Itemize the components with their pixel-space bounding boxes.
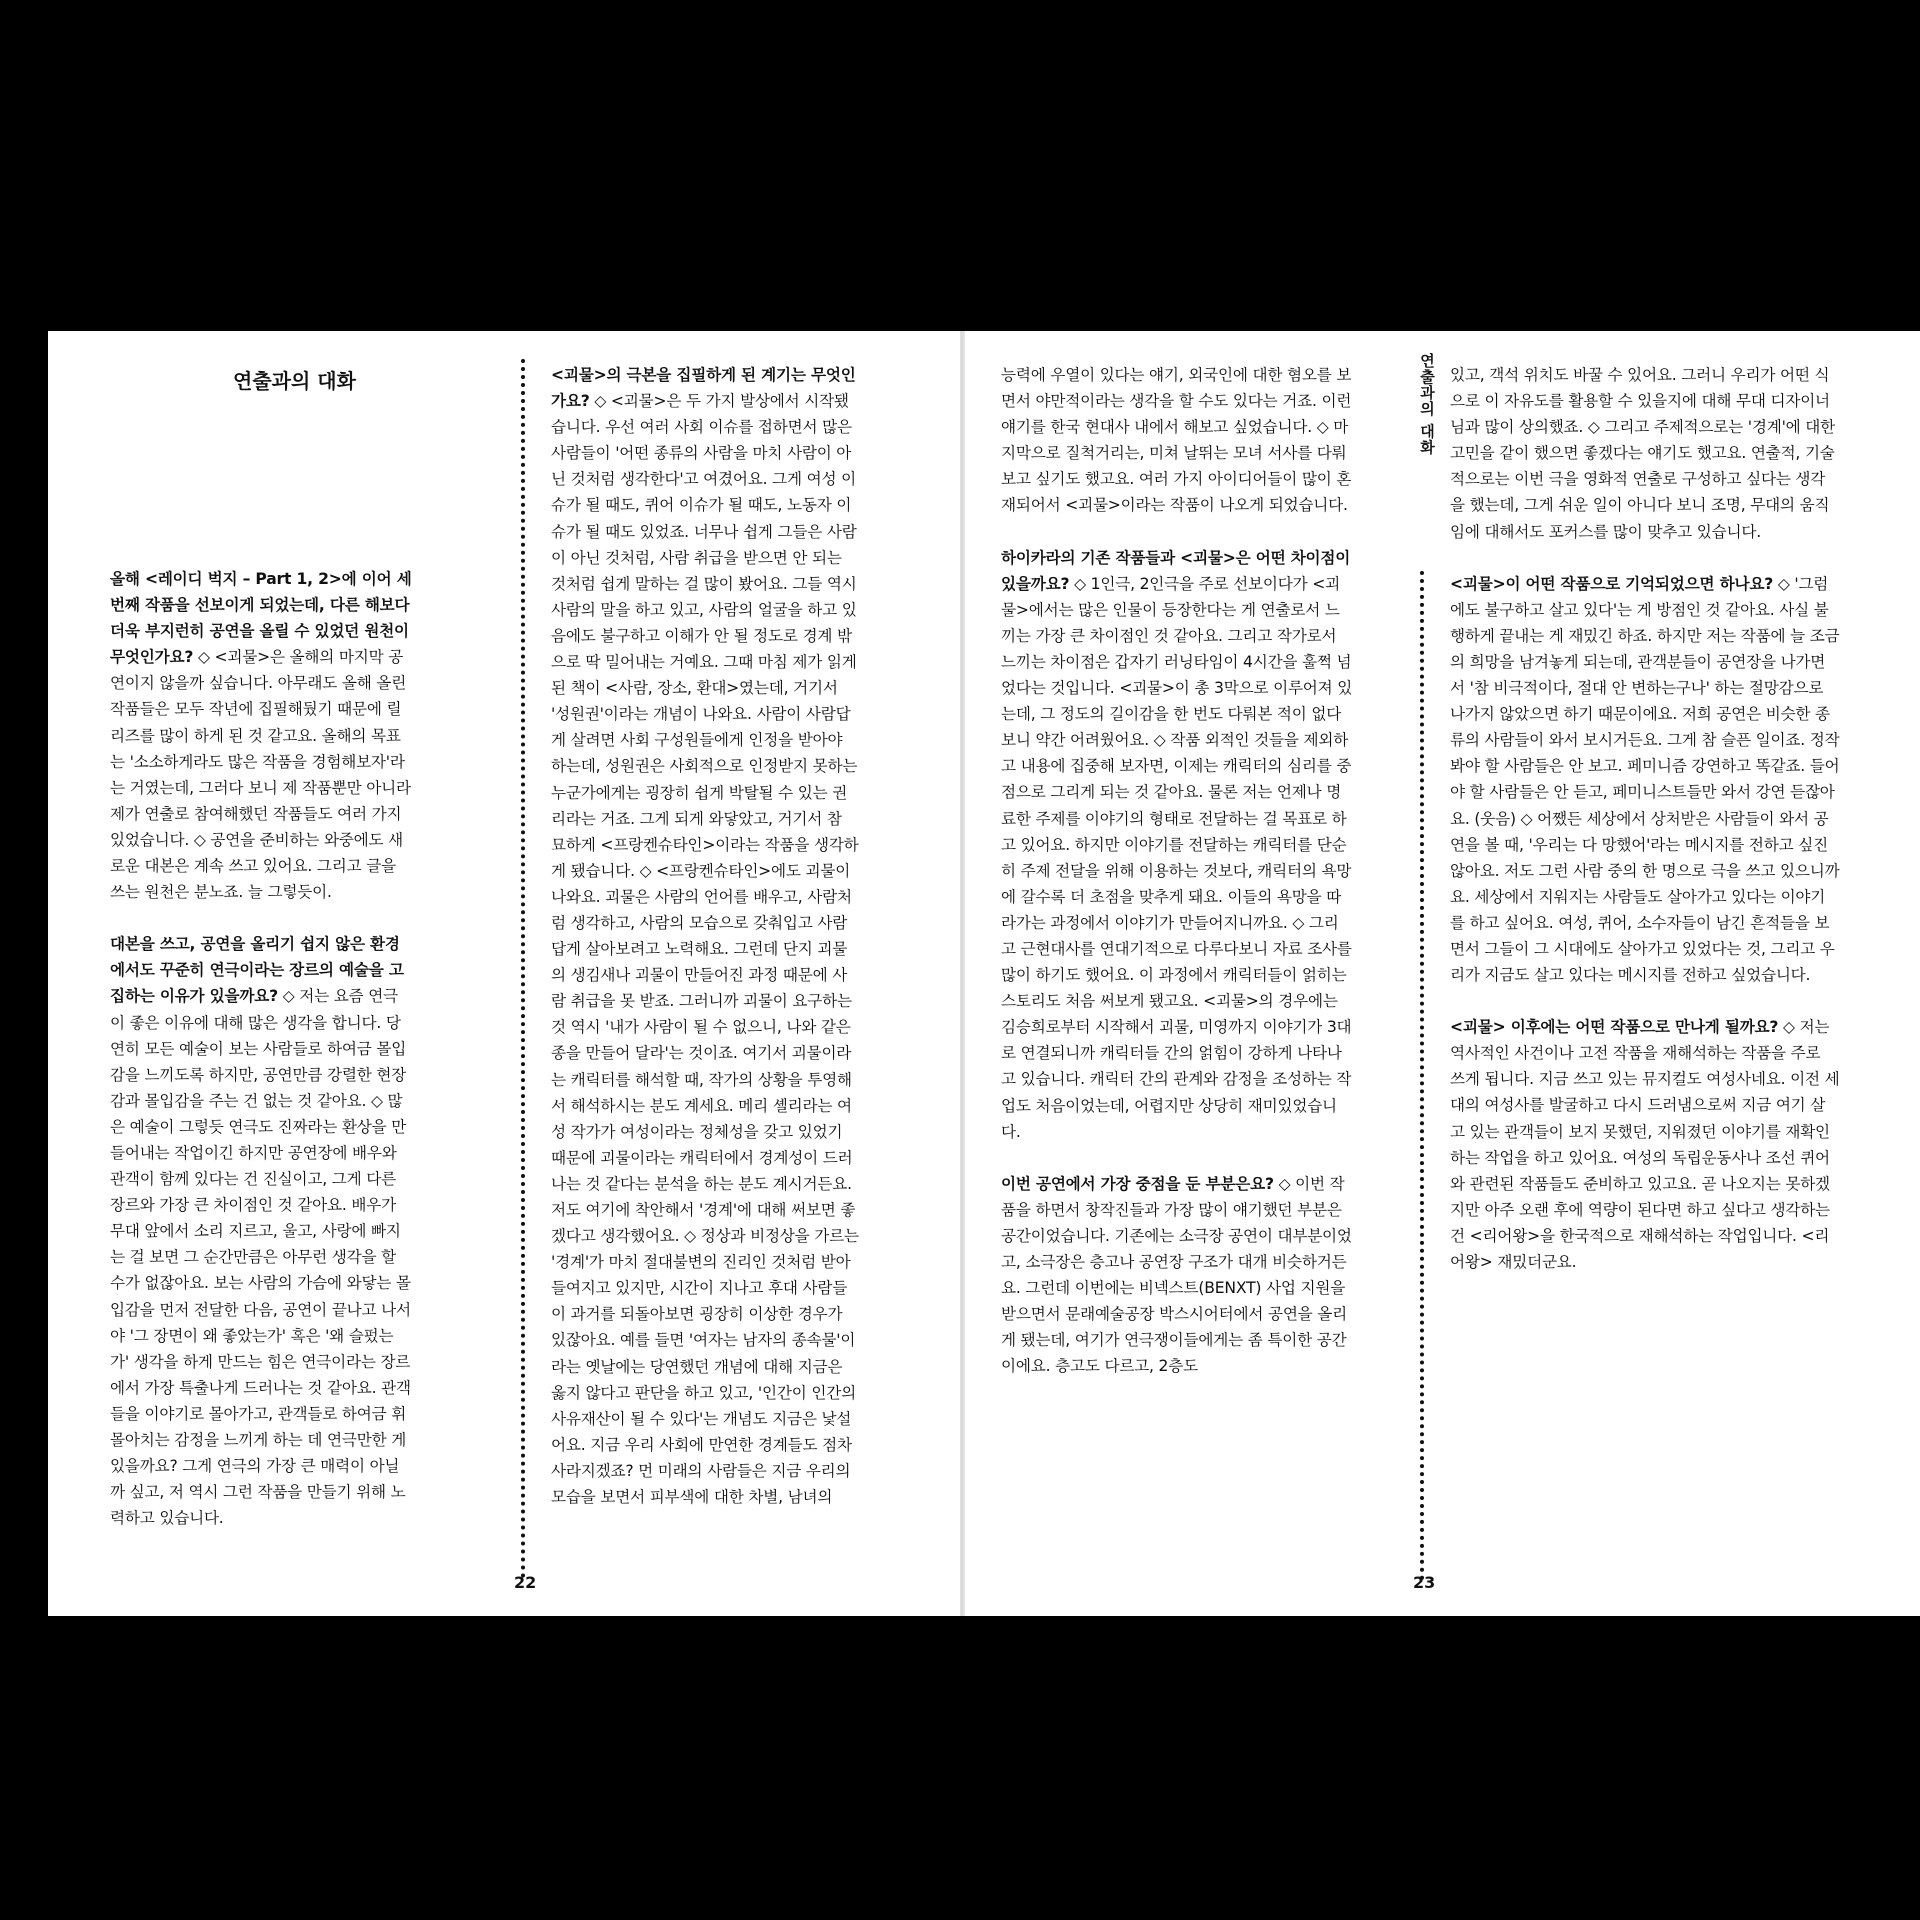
qa-block — [551, 362, 861, 1510]
article-title: 연출과의 대화 — [233, 369, 356, 393]
qa-block — [1450, 571, 1840, 989]
right-column-1 — [1001, 362, 1353, 1405]
running-head-vertical: 연출과의 대화 — [1418, 353, 1436, 456]
question: 하이카라의 기존 작품들과 <괴물>은 어떤 차이점이 있을까요? — [1001, 548, 1351, 593]
right-page — [965, 331, 1920, 1616]
answer: ◇ '그럼에도 불구하고 살고 있다'는 게 방점인 것 같아요. 사실 불행하게 끝내는 게 재밌긴 하죠. 하지만 저는 작품에 늘 조금의 희망을 남겨놓게 되는데, 관객분들이 공연장을 나가면서 '참 비극적이다, 절대 안 변하는구나' 하는 절망감으로 나가지 않았으면 하기 때문이에요. 저희 공연은 비슷한 종류의 사람들이 와서 보시거든요. 그게 참 슬픈 일이죠. 정작 봐야 할 사람들은 안 보고. 페미니즘 강연하고 똑같죠. 들어야 할 사람들은 안 듣고, 페미니스트들만 와서 강연 듣잖아요. (웃음) ◇ 어쨌든 세상에서 상처받은 사람들이 와서 공연을 볼 때, '우리는 다 망했어'라는 메시지를 전하고 싶진 않아요. 저도 그런 사람 중의 한 명으로 극을 쓰고 있으니까요. 세상에서 지워지는 사람들도 살아가고 있다는 이야기를 하고 싶어요. 여성, 퀴어, 소수자들이 남긴 흔적들을 보면서 그들이 그 시대에도 살아가고 있었다는 것, 그리고 우리가 지금도 살고 있다는 메시지를 전하고 싶었습니다. — [1450, 574, 1840, 985]
answer: ◇ 이번 작품을 하면서 창작진들과 가장 많이 얘기했던 부분은 공간이었습니다. 기존에는 소극장 공연이 대부분이었고, 소극장은 층고나 공연장 구조가 대개 비슷하거든요. 그런데 이번에는 비넥스트(BENXT) 사업 지원을 받으면서 문래예술공장 박스시어터에서 공연을 올리게 됐는데, 여기가 연극쟁이들에게는 좀 특이한 공간이에요. 층고도 다르고, 2층도 — [1001, 1174, 1352, 1376]
question: <괴물>이 어떤 작품으로 기억되었으면 하나요? — [1450, 574, 1774, 593]
left-page — [48, 331, 960, 1616]
right-column-2 — [1450, 362, 1840, 1301]
column-divider — [1420, 571, 1424, 1581]
answer-continued: 능력에 우열이 있다는 얘기, 외국인에 대한 혐오를 보면서 야만적이라는 생각을 할 수도 있다는 거죠. 이런 얘기를 한국 현대사 내에서 해보고 싶었습니다. ◇ 마지막으로 질척거리는, 미쳐 날뛰는 모녀 서사를 다뤄 보고 싶기도 했고요. 여러 가지 아이디어들이 많이 혼재되어서 <괴물>이라는 작품이 나오게 되었습니다. — [1001, 366, 1352, 515]
answer: ◇ 저는 역사적인 사건이나 고전 작품을 재해석하는 작품을 주로 쓰게 됩니다. 지금 쓰고 있는 뮤지컬도 여성사네요. 이전 세대의 여성사를 발굴하고 다시 드러냄으로써 지금 여기 살고 있는 관객들이 보지 못했던, 지워졌던 이야기를 재확인하는 작업을 하고 있어요. 여성의 독립운동사나 조선 퀴어와 관련된 작품들도 준비하고 있고요. 곧 나오지는 못하겠지만 아주 오랜 후에 역량이 된다면 하고 싶다고 생각하는 건 <리어왕>을 한국적으로 재해석하는 작업입니다. <리어왕> 재밌더군요. — [1450, 1018, 1840, 1271]
question: 대본을 쓰고, 공연을 올리기 쉽지 않은 환경에서도 꾸준히 연극이라는 장르의 예술을 고집하는 이유가 있을까요? — [110, 935, 404, 1006]
qa-block — [110, 931, 412, 1531]
answer: ◇ <괴물>은 두 가지 발상에서 시작됐습니다. 우선 여러 사회 이슈를 접하면서 많은 사람들이 '어떤 종류의 사람을 마치 사람이 아닌 것처럼 생각한다'고 여겼어요. 그게 여성 이슈가 될 때도, 퀴어 이슈가 될 때도, 노동자 이슈가 될 때도 있었죠. 너무나 쉽게 그들은 사람이 아닌 것처럼, 사람 취급을 받으면 안 되는 것처럼 쉽게 말하는 걸 많이 봤어요. 그들 역시 사람의 말을 하고 있고, 사람의 얼굴을 하고 있음에도 불구하고 이해가 안 될 정도로 경계 밖으로 딱 밀어내는 거예요. 그때 마침 제가 읽게 된 책이 <사람, 장소, 환대>였는데, 거기서 '성원권'이라는 개념이 나와요. 사람이 사람답게 살려면 사회 구성원들에게 인정을 받아야 하는데, 성원권은 사회적으로 인정받지 못하는 누군가에게는 굉장히 쉽게 박탈될 수 있는 권리라는 거죠. 그게 되게 와닿았고, 거기서 참 묘하게 <프랑켄슈타인>이라는 작품을 생각하게 됐습니다. ◇ <프랑켄슈타인>에도 괴물이 나와요. 괴물은 사람의 언어를 배우고, 사람처럼 생각하고, 사람의 모습으로 갖춰입고 사람답게 살아보려고 노력해요. 그런데 단지 괴물의 생김새나 괴물이 만들어진 과정 때문에 사람 취급을 못 받죠. 그러니까 괴물이 요구하는 것 역시 '내가 사람이 될 수 없으니, 나와 같은 종을 만들어 달라'는 것이죠. 여기서 괴물이라는 캐릭터를 해석할 때, 작가의 상황을 투영해서 해석하시는 분도 계세요. 메리 셸리라는 여성 작가가 여성이라는 정체성을 갖고 있었기 때문에 괴물이라는 캐릭터에서 경계성이 드러나는 것 같다는 분석을 하는 분도 계시거든요. 저도 여기에 착안해서 '경계'에 대해 써보면 좋겠다고 생각했어요. ◇ 정상과 비정상을 가르는 '경계'가 마치 절대불변의 진리인 것처럼 받아들여지고 있지만, 시간이 지나고 후대 사람들이 과거를 되돌아보면 굉장히 이상한 경우가 있잖아요. 예를 들면 '여자는 남자의 종속물'이라는 옛날에는 당연했던 개념에 대해 지금은 옳지 않다고 판단을 하고 있고, '인간이 인간의 사유재산이 될 수 있다'는 개념도 지금은 낯설어요. 지금 우리 사회에 만연한 경계들도 점차 사라지겠죠? 먼 미래의 사람들은 지금 우리의 모습을 보면서 피부색에 대한 차별, 남녀의 — [551, 392, 859, 1507]
left-column-2 — [551, 362, 861, 1536]
answer-continued: 있고, 객석 위치도 바꿀 수 있어요. 그러니 우리가 어떤 식으로 이 자유도를 활용할 수 있을지에 대해 무대 디자이너님과 많이 상의했죠. ◇ 그리고 주제적으로는 '경계'에 대한 고민을 같이 했으면 좋겠다는 얘기도 했고요. 연출적, 기술적으로는 이번 극을 영화적 연출로 구성하고 싶다는 생각을 했는데, 그게 쉬운 일이 아니다 보니 조명, 무대의 움직임에 대해서도 포커스를 많이 맞추고 있습니다. — [1450, 366, 1836, 541]
column-divider — [521, 359, 525, 1579]
answer: ◇ <괴물>은 올해의 마지막 공연이지 않을까 싶습니다. 아무래도 올해 올린 작품들은 모두 작년에 집필해뒀기 때문에 릴리즈를 많이 하게 된 것 같고요. 올해의 목표는 '소소하게라도 많은 작품을 경험해보자'라는 거였는데, 그러다 보니 제 작품뿐만 아니라 제가 연출로 참여해했던 작품들도 여러 가지 있었습니다. ◇ 공연을 준비하는 와중에도 새로운 대본은 계속 쓰고 있어요. 그리고 글을 쓰는 원천은 분노죠. 늘 그렇듯이. — [110, 648, 411, 902]
page-number: 23 — [1413, 1573, 1436, 1592]
page-number: 22 — [514, 1573, 537, 1592]
question: <괴물> 이후에는 어떤 작품으로 만나게 될까요? — [1450, 1018, 1779, 1037]
qa-block — [1001, 1171, 1353, 1380]
question: <괴물>의 극본을 집필하게 된 계기는 무엇인가요? — [551, 366, 856, 411]
answer: ◇ 1인극, 2인극을 주로 선보이다가 <괴물>에서는 많은 인물이 등장한다는 게 연출로서 느끼는 가장 큰 차이점인 것 같아요. 그리고 작가로서 느끼는 차이점은 갑자기 러닝타임이 4시간을 훌쩍 넘었다는 것입니다. <괴물>이 총 3막으로 이루어져 있는데, 그 정도의 길이감을 한 번도 다뤄본 적이 없다 보니 약간 어려웠어요. ◇ 작품 외적인 것들을 제외하고 내용에 집중해 보자면, 이제는 캐릭터의 심리를 중점으로 그리게 되는 것 같아요. 물론 저는 언제나 명료한 주제를 이야기의 형태로 전달하는 걸 목표로 하고 있어요. 하지만 이야기를 전달하는 캐릭터를 단순히 주제 전달을 위해 이용하는 것보다, 캐릭터의 욕망에 갈수록 더 초점을 맞추게 돼요. 이들의 욕망을 따라가는 과정에서 이야기가 만들어지니까요. ◇ 그리고 근현대사를 연대기적으로 다루다보니 자료 조사를 많이 하기도 했어요. 이 과정에서 캐릭터들이 얽히는 스토리도 처음 써보게 됐고요. <괴물>의 경우에는 김승희로부터 시작해서 괴물, 미영까지 이야기가 3대로 연결되니까 캐릭터들 간의 얽힘이 강하게 나타나고 있습니다. 캐릭터 간의 관계와 감정을 조성하는 작업도 처음이었는데, 어렵지만 상당히 재미있었습니다. — [1001, 574, 1353, 1141]
qa-block — [110, 566, 412, 905]
answer: ◇ 저는 요즘 연극이 좋은 이유에 대해 많은 생각을 합니다. 당연히 모든 예술이 보는 사람들로 하여금 몰입감을 느끼도록 하지만, 공연만큼 강렬한 현장감과 몰입감을 주는 건 없는 것 같아요. ◇ 많은 예술이 그렇듯 연극도 진짜라는 환상을 만들어내는 작업이긴 하지만 공연장에 배우와 관객이 함께 있다는 건 진실이고, 그게 다른 장르와 가장 큰 차이점인 것 같아요. 배우가 무대 앞에서 소리 지르고, 울고, 사랑에 빠지는 걸 보면 그 순간만큼은 아무런 생각을 할 수가 없잖아요. 보는 사람의 가슴에 와닿는 몰입감을 먼저 전달한 다음, 공연이 끝나고 나서야 '그 장면이 왜 좋았는가' 혹은 '왜 슬펐는가' 생각을 하게 만드는 힘은 연극이라는 장르에서 가장 특출나게 드러나는 것 같아요. 관객들을 이야기로 몰아가고, 관객들로 하여금 휘몰아치는 감정을 느끼게 하는 데 연극만한 게 있을까요? 그게 연극의 가장 큰 매력이 아닐까 싶고, 저 역시 그런 작품을 만들기 위해 노력하고 있습니다. — [110, 987, 411, 1528]
qa-block — [1450, 1014, 1840, 1275]
qa-block — [1001, 545, 1353, 1145]
question: 이번 공연에서 가장 중점을 둔 부분은요? — [1001, 1174, 1274, 1193]
left-column-1 — [110, 566, 412, 1557]
question: 올해 <레이디 벅지 – Part 1, 2>에 이어 세 번째 작품을 선보이게 되었는데, 다른 해보다 더욱 부지런히 공연을 올릴 수 있었던 원천이 무엇인가요? — [110, 570, 412, 667]
